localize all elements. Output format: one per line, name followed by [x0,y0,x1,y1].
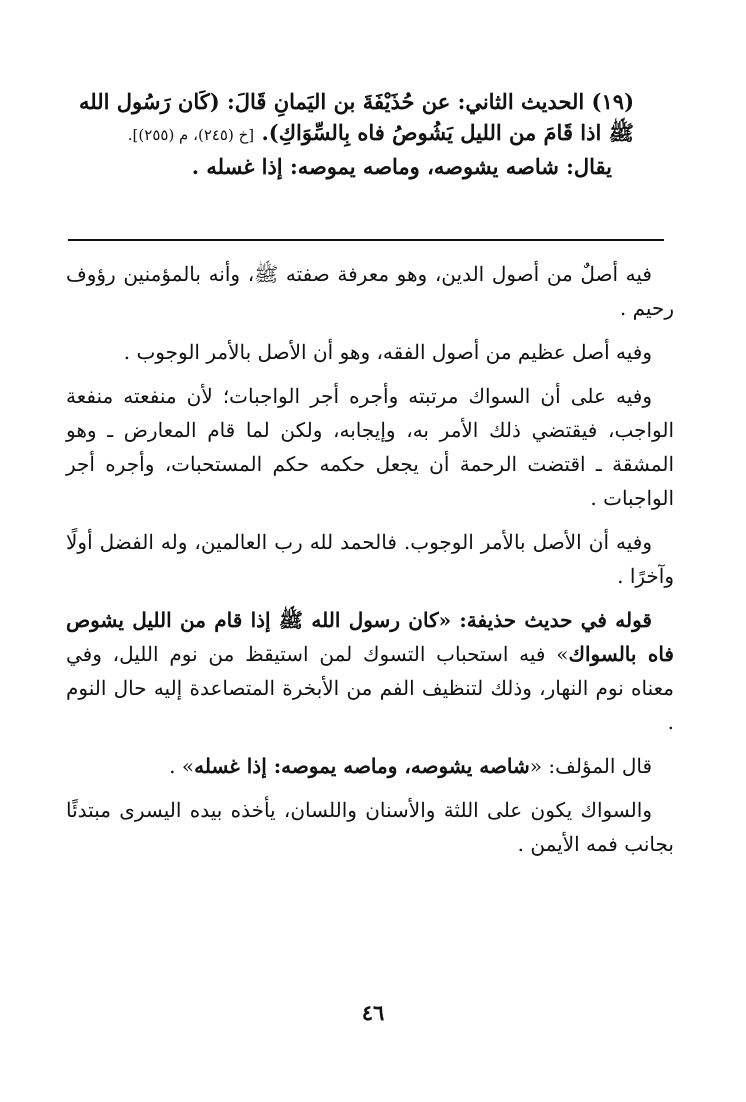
hadith-line-2-text: ﷺ اذا قَامَ من الليل يَشُوصُ فاه بِالسِّوَاكِ). [261,120,634,145]
section-divider [68,239,664,241]
hadith-reference: [خ (٢٤٥)، م (٢٥٥)]. [127,126,255,144]
quote-close: » . [169,754,195,778]
commentary-paragraph-6 [66,749,674,783]
commentary-paragraph-5 [66,603,674,739]
commentary-paragraph-7: والسواك يكون على اللثة والأسنان واللسان، يأخذه بيده اليسرى مبتدئًا بجانب فمه الأيمن . [66,798,674,856]
commentary-paragraph-3: وفيه على أن السواك مرتبته وأجره أجر الواجبات؛ لأن منفعته منفعة الواجب، فيقتضي ذلك الأمر به، وإيجابه، ولكن لما قام المعارض ـ وهو المشقة ـ اقتضت الرحمة أن يجعل حكمه حكم المستحبات، وأجره أجر الواجبات . [66,384,674,510]
author-intro: قال المؤلف: « [529,754,652,778]
commentary-paragraph-1: فيه أصلٌ من أصول الدين، وهو معرفة صفته ﷺ، وأنه بالمؤمنين رؤوف رحيم . [66,262,674,320]
page-number: ٤٦ [361,1000,385,1025]
hadith-block [58,86,634,182]
commentary-paragraph-2: وفيه أصل عظيم من أصول الفقه، وهو أن الأصل بالأمر الوجوب . [123,340,652,364]
hadith-explanation: يقال: شاصه يشوصه، وماصه يموصه: إذا غسله . [191,154,612,179]
hadith-quote: كان رسول الله ﷺ إذا قام من الليل يشوص فاه بالسواك [66,608,674,666]
paragraph-text: » فيه استحباب التسوك لمن استيقظ من نوم الليل، وفي معناه نوم النهار، وذلك لتنظيف الفم من الأبخرة المتصاعدة إليه حال النوم . [66,642,674,734]
quote-intro: قوله في حديث حذيفة: « [438,608,652,632]
commentary-block [66,257,674,871]
author-quote: شاصه يشوصه، وماصه يموصه: إذا غسله [194,754,530,778]
commentary-paragraph-4: وفيه أن الأصل بالأمر الوجوب. فالحمد لله رب العالمين، وله الفضل أولًا وآخرًا . [66,530,674,588]
hadith-line-1: (١٩) الحديث الثاني: عن حُذَيْفَةَ بن اليَمانِ قَالَ: (كَان رَسُول الله [79,89,634,114]
hadith-line-2 [58,117,634,151]
